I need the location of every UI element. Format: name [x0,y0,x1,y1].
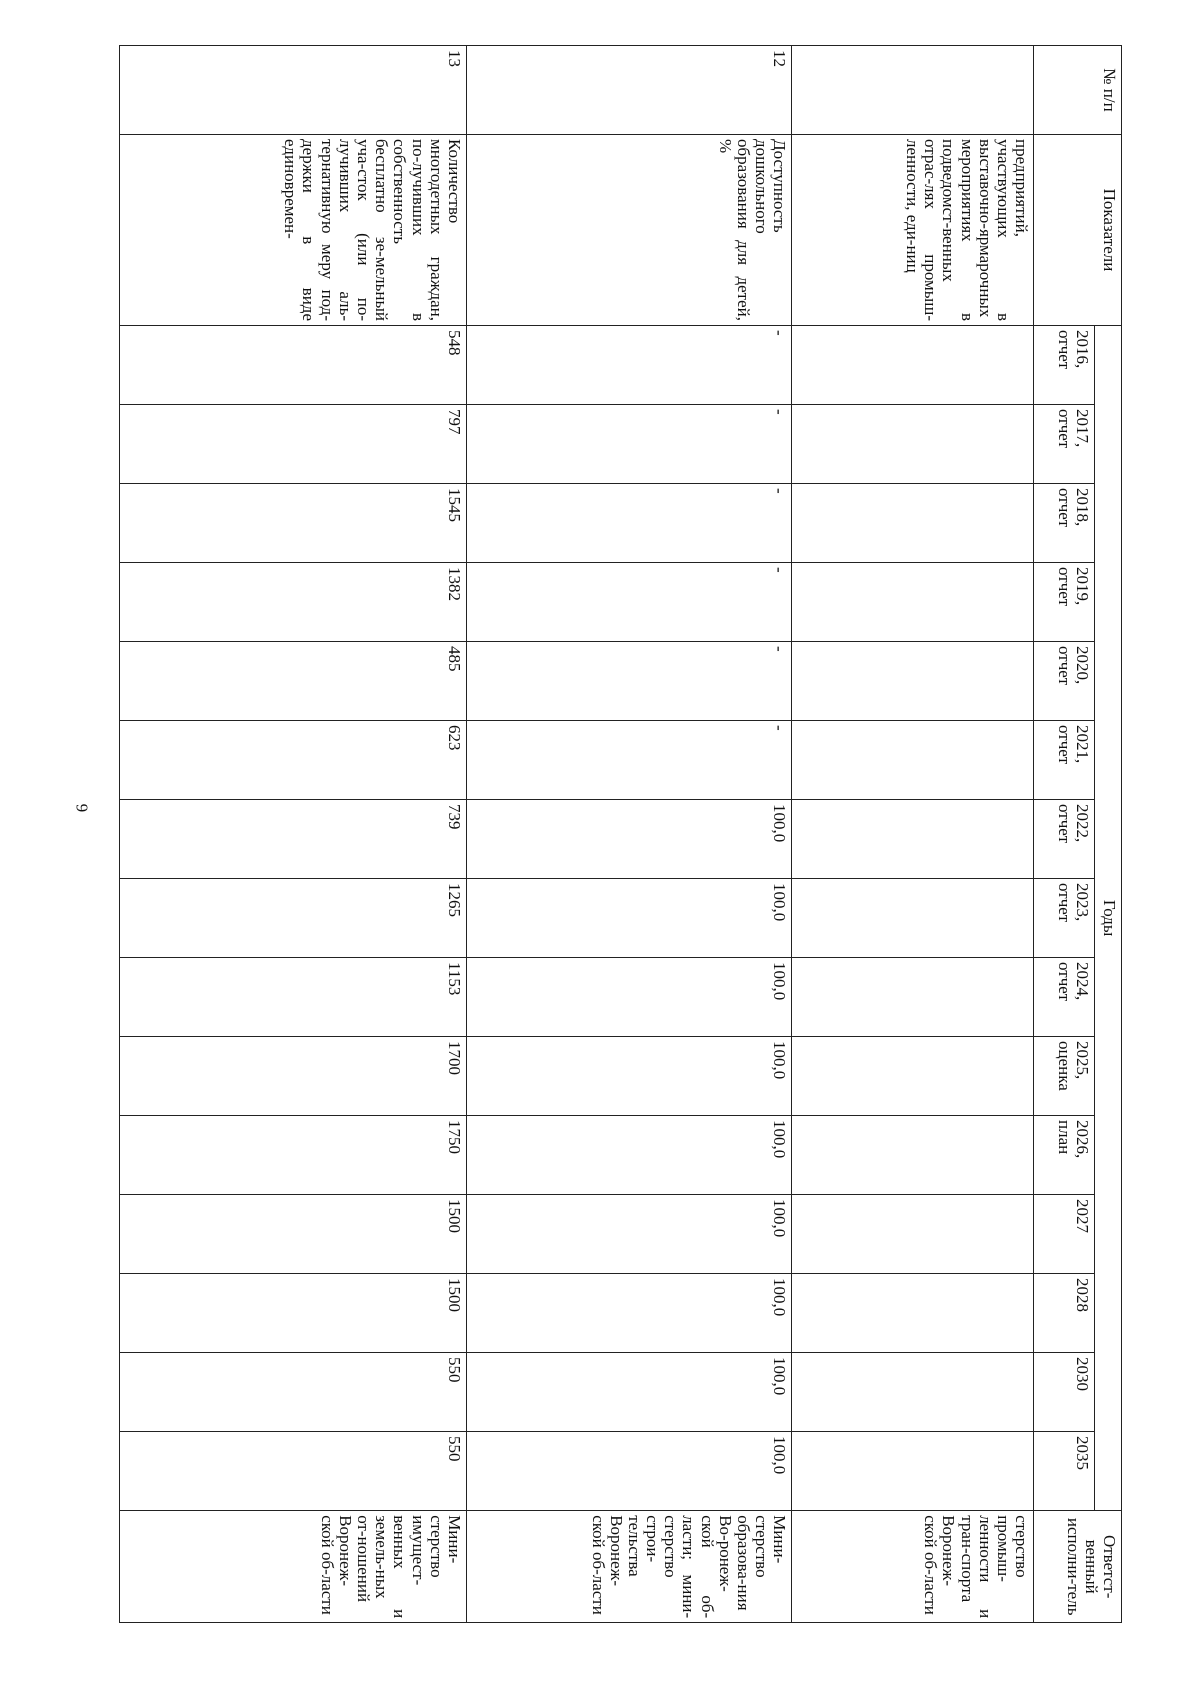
indicator-cell: предприятий, участвующих в выставочно-ярмарочных мероприятиях в подведомст-венных отрас-лях промыш-ленности, еди-ниц [792,135,1034,326]
value-cell [792,326,1034,405]
value-cell: 100,0 [466,1116,791,1195]
table-row [466,46,791,1623]
year-kind: план [1055,1120,1075,1155]
value-cell: 1382 [120,563,467,642]
year-kind: отчет [1055,804,1075,844]
value-cell [792,1195,1034,1274]
header-indicators: Показатели [1034,135,1122,326]
value-cell: 100,0 [466,1195,791,1274]
table-row [792,46,1034,1623]
year-kind: отчет [1055,409,1075,449]
value-cell: 100,0 [466,879,791,958]
value-cell: 550 [120,1353,467,1432]
year-label: 2016, [1073,330,1093,369]
value-cell [792,563,1034,642]
year-header-3 [1034,563,1095,642]
year-header-8 [1034,958,1095,1037]
rotated-table-wrapper [119,45,1122,1622]
responsible-cell: Мини-стерство имущест-венных и земель-ных от-ношений Воронеж-ской об-ласти [120,1511,467,1623]
year-label: 2021, [1073,725,1093,764]
year-header-2 [1034,484,1095,563]
value-cell: 1500 [120,1274,467,1353]
value-cell: 100,0 [466,1432,791,1511]
year-label: 2026, [1073,1120,1093,1159]
value-cell: 1265 [120,879,467,958]
year-header-13 [1034,1353,1095,1432]
value-cell [792,1116,1034,1195]
header-years-group: Годы [1095,326,1122,1511]
value-cell: - [466,642,791,721]
year-header-14 [1034,1432,1095,1511]
value-cell: 1500 [120,1195,467,1274]
value-cell: - [466,484,791,563]
indicator-cell: Доступность дошкольного образования для детей, % [466,135,791,326]
page-number: 6 [72,803,92,813]
responsible-cell: Мини-стерство образова-ния Во-ронеж-ской об-ласти; мини-стерство строи-тельства Воронеж-ской об-ласти [466,1511,791,1623]
year-header-12 [1034,1274,1095,1353]
year-header-5 [1034,721,1095,800]
value-cell [792,879,1034,958]
value-cell: 1750 [120,1116,467,1195]
value-cell: 797 [120,405,467,484]
year-kind: отчет [1055,567,1075,607]
year-kind: отчет [1055,646,1075,686]
header-num: № п/п [1034,46,1122,135]
year-header-11 [1034,1195,1095,1274]
value-cell [792,1432,1034,1511]
year-header-1 [1034,405,1095,484]
value-cell: 1545 [120,484,467,563]
value-cell [792,1274,1034,1353]
year-label: 2027 [1073,1199,1093,1233]
year-header-6 [1034,800,1095,879]
row-number: 13 [120,46,467,135]
value-cell: 548 [120,326,467,405]
table-row [120,46,467,1623]
value-cell [792,800,1034,879]
value-cell: 1700 [120,1037,467,1116]
value-cell: 485 [120,642,467,721]
header-responsible: Ответст-венный исполни-тель [1034,1511,1122,1623]
year-label: 2030 [1073,1357,1093,1391]
value-cell: - [466,405,791,484]
year-kind: оценка [1055,1041,1075,1091]
year-kind: отчет [1055,725,1075,765]
row-number [792,46,1034,135]
year-header-7 [1034,879,1095,958]
value-cell: 100,0 [466,1353,791,1432]
value-cell: 623 [120,721,467,800]
year-label: 2022, [1073,804,1093,843]
year-label: 2035 [1073,1436,1093,1470]
year-label: 2023, [1073,883,1093,922]
value-cell [792,721,1034,800]
value-cell [792,484,1034,563]
value-cell: - [466,563,791,642]
year-label: 2024, [1073,962,1093,1001]
responsible-cell: стерство промыш-ленности и тран-спорта Воронеж-ской об-ласти [792,1511,1034,1623]
indicators-table [119,45,1122,1623]
value-cell: 100,0 [466,800,791,879]
year-kind: отчет [1055,488,1075,528]
year-header-0 [1034,326,1095,405]
value-cell [792,1037,1034,1116]
year-header-4 [1034,642,1095,721]
year-kind: отчет [1055,962,1075,1002]
year-label: 2017, [1073,409,1093,448]
row-number: 12 [466,46,791,135]
value-cell [792,642,1034,721]
value-cell [792,958,1034,1037]
value-cell: 1153 [120,958,467,1037]
year-label: 2020, [1073,646,1093,685]
year-header-10 [1034,1116,1095,1195]
value-cell: 550 [120,1432,467,1511]
year-kind: отчет [1055,883,1075,923]
year-label: 2019, [1073,567,1093,606]
year-kind: отчет [1055,330,1075,370]
value-cell: 100,0 [466,1274,791,1353]
year-label: 2028 [1073,1278,1093,1312]
table-body [120,46,1034,1623]
value-cell [792,405,1034,484]
value-cell: 100,0 [466,1037,791,1116]
value-cell: 100,0 [466,958,791,1037]
year-label: 2018, [1073,488,1093,527]
value-cell: - [466,721,791,800]
value-cell [792,1353,1034,1432]
indicator-cell: Количество многодетных граждан, по-лучивших в собственность бесплатно зе-мельный уча-сток (или по-лучивших аль-тернативную меру под-держки в виде единовремен- [120,135,467,326]
value-cell: 739 [120,800,467,879]
value-cell: - [466,326,791,405]
year-label: 2025, [1073,1041,1093,1080]
year-header-9 [1034,1037,1095,1116]
